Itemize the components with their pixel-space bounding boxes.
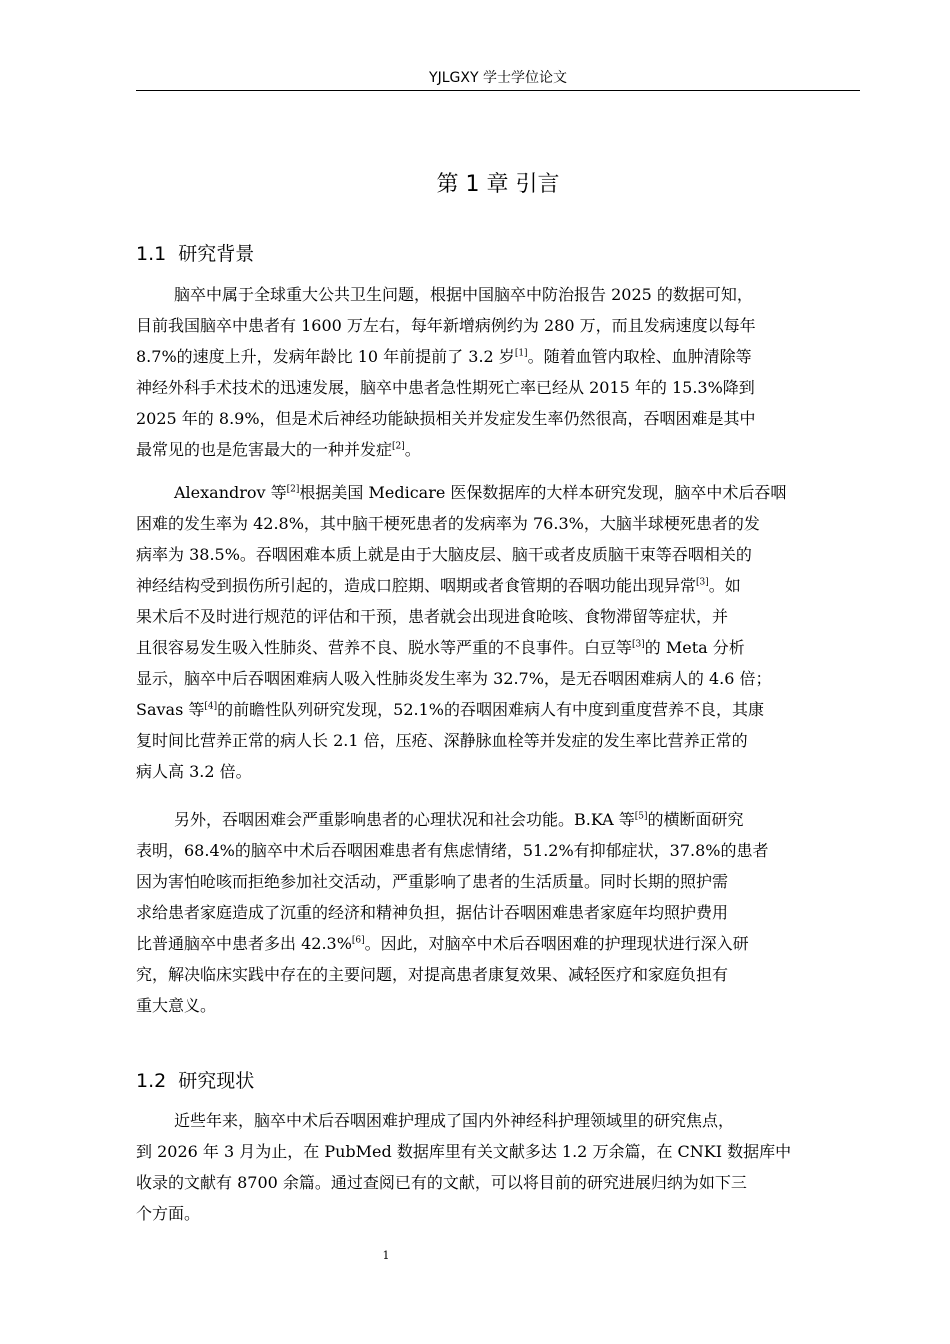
section-number: 1.1 [136, 243, 167, 265]
paragraph-background-1 [136, 279, 860, 465]
text-line: 表明，68.4%的脑卒中术后吞咽困难患者有焦虑情绪，51.2%有抑郁症状，37.8%的患者 [136, 841, 769, 860]
text-line: 近些年来，脑卒中术后吞咽困难护理成了国内外神经科护理领域里的研究焦点， [174, 1111, 735, 1130]
text-line: 收录的文献有 8700 余篇。通过查阅已有的文献，可以将目前的研究进展归纳为如下三 [136, 1173, 747, 1192]
section-number: 1.2 [136, 1070, 167, 1092]
text-line: 重大意义。 [136, 996, 217, 1015]
running-header: YJLGXY 学士学位论文 [429, 70, 567, 86]
section-title: 研究背景 [178, 243, 255, 265]
text-line: 最常见的也是危害最大的一种并发症[2]。 [136, 440, 421, 459]
text-line: 困难的发生率为 42.8%，其中脑干梗死患者的发病率为 76.3%，大脑半球梗死患者的发 [136, 514, 760, 533]
section-title: 研究现状 [178, 1070, 255, 1092]
text-line: 神经外科手术技术的迅速发展，脑卒中患者急性期死亡率已经从 2015 年的 15.3%降到 [136, 378, 755, 397]
citation-marker: [2] [286, 484, 300, 495]
paragraph-background-3 [136, 804, 860, 1021]
text-line: 个方面。 [136, 1204, 201, 1223]
text-line: 到 2026 年 3 月为止，在 PubMed 数据库里有关文献多达 1.2 万余篇，在 CNKI 数据库中 [136, 1142, 792, 1161]
text-line: 显示，脑卒中后吞咽困难病人吸入性肺炎发生率为 32.7%，是无吞咽困难病人的 4.6 倍； [136, 669, 772, 688]
citation-marker: [4] [204, 701, 218, 712]
text-line: Savas 等[4]的前瞻性队列研究发现，52.1%的吞咽困难病人有中度到重度营养不良，其康 [136, 700, 764, 719]
text-line: 另外，吞咽困难会严重影响患者的心理状况和社会功能。B.KA 等[5]的横断面研究 [174, 810, 744, 829]
citation-marker: [3] [632, 639, 645, 650]
text-line: 果术后不及时进行规范的评估和干预，患者就会出现进食呛咳、食物滞留等症状，并 [136, 607, 729, 626]
text-line: 脑卒中属于全球重大公共卫生问题，根据中国脑卒中防治报告 2025 的数据可知， [174, 285, 753, 304]
section-heading-1-2 [136, 1067, 860, 1095]
page-number: 1 [382, 1249, 390, 1262]
text-line: 求给患者家庭造成了沉重的经济和精神负担，据估计吞咽困难患者家庭年均照护费用 [136, 903, 729, 922]
paragraph-status-1 [136, 1105, 860, 1229]
text-line: 病率为 38.5%。吞咽困难本质上就是由于大脑皮层、脑干或者皮质脑干束等吞咽相关的 [136, 545, 752, 564]
citation-marker: [5] [634, 811, 648, 822]
text-line: 目前我国脑卒中患者有 1600 万左右，每年新增病例约为 280 万，而且发病速度以每年 [136, 316, 756, 335]
text-line: 8.7%的速度上升，发病年龄比 10 年前提前了 3.2 岁[1]。随着血管内取栓、血肿清除等 [136, 347, 752, 366]
text-line: 比普通脑卒中患者多出 42.3%[6]。因此，对脑卒中术后吞咽困难的护理现状进行深入研 [136, 934, 749, 953]
text-line: 复时间比营养正常的病人长 2.1 倍，压疮、深静脉血栓等并发症的发生率比营养正常的 [136, 731, 748, 750]
text-line: 究，解决临床实践中存在的主要问题，对提高患者康复效果、减轻医疗和家庭负担有 [136, 965, 729, 984]
paragraph-background-2 [136, 477, 860, 787]
text-line: 因为害怕呛咳而拒绝参加社交活动，严重影响了患者的生活质量。同时长期的照护需 [136, 872, 729, 891]
chapter-title: 第 1 章 引言 [436, 172, 560, 197]
citation-marker: [3] [696, 577, 709, 588]
header-rule [136, 90, 860, 91]
text-line: 神经结构受到损伤所引起的，造成口腔期、咽期或者食管期的吞咽功能出现异常[3]。如 [136, 576, 741, 595]
citation-marker: [1] [514, 348, 528, 359]
text-line: 且很容易发生吸入性肺炎、营养不良、脱水等严重的不良事件。白豆等[3]的 Meta 分析 [136, 638, 745, 657]
text-line: 病人高 3.2 倍。 [136, 762, 252, 781]
text-line: Alexandrov 等[2]根据美国 Medicare 医保数据库的大样本研究发现，脑卒中术后吞咽 [174, 483, 787, 502]
citation-marker: [2] [392, 441, 405, 452]
text-line: 2025 年的 8.9%，但是术后神经功能缺损相关并发症发生率仍然很高，吞咽困难是其中 [136, 409, 756, 428]
section-heading-1-1 [136, 240, 860, 268]
citation-marker: [6] [351, 935, 365, 946]
